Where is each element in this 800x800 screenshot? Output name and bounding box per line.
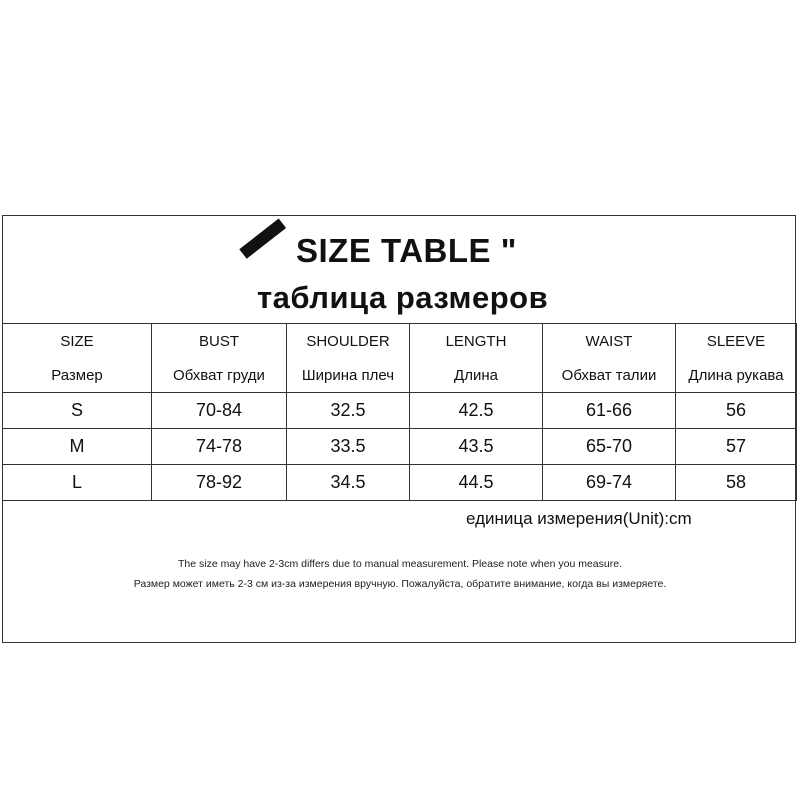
column-header-ru: Обхват талии	[561, 367, 657, 384]
table-cell: 58	[676, 465, 797, 501]
unit-note: единица измерения(Unit):cm	[466, 509, 692, 528]
table-cell: L	[3, 465, 152, 501]
table-cell: 65-70	[543, 429, 676, 465]
column-header-ru: Размер	[51, 367, 103, 384]
column-header	[543, 324, 676, 393]
title-russian: таблица размеров	[257, 280, 549, 315]
column-header	[3, 324, 152, 393]
table-cell: 34.5	[287, 465, 410, 501]
column-header	[152, 324, 287, 393]
table-cell: 70-84	[152, 393, 287, 429]
table-cell: 61-66	[543, 393, 676, 429]
table-row	[3, 465, 797, 501]
column-header-en: BUST	[198, 333, 239, 350]
table-row	[3, 429, 797, 465]
table-cell: M	[3, 429, 152, 465]
column-header-en: SLEEVE	[706, 333, 766, 350]
column-header-ru: Длина	[454, 367, 498, 384]
column-header-en: SHOULDER	[306, 333, 390, 350]
table-cell: 33.5	[287, 429, 410, 465]
column-header-en: LENGTH	[445, 333, 507, 350]
table-cell: 74-78	[152, 429, 287, 465]
column-header	[676, 324, 797, 393]
table-header-row	[3, 324, 797, 393]
column-header-en: WAIST	[585, 333, 633, 350]
table-cell: 43.5	[410, 429, 543, 465]
table-cell: 42.5	[410, 393, 543, 429]
title-english: SIZE TABLE "	[296, 232, 517, 269]
column-header	[287, 324, 410, 393]
table-cell: 69-74	[543, 465, 676, 501]
size-table	[2, 323, 797, 501]
column-header-en: SIZE	[60, 333, 94, 350]
measurement-note-russian: Размер может иметь 2-3 см из-за измерения вручную. Пожалуйста, обратите внимание, когда вы измеряете.	[133, 578, 667, 590]
table-cell: 56	[676, 393, 797, 429]
table-cell: 78-92	[152, 465, 287, 501]
column-header-ru: Длина рукава	[688, 367, 784, 384]
table-cell: 57	[676, 429, 797, 465]
column-header-ru: Ширина плеч	[301, 367, 395, 384]
column-header	[410, 324, 543, 393]
measurement-note-english: The size may have 2-3cm differs due to manual measurement. Please note when you measure.	[178, 558, 622, 570]
table-row	[3, 393, 797, 429]
table-cell: S	[3, 393, 152, 429]
table-cell: 32.5	[287, 393, 410, 429]
column-header-ru: Обхват груди	[173, 367, 265, 384]
table-cell: 44.5	[410, 465, 543, 501]
